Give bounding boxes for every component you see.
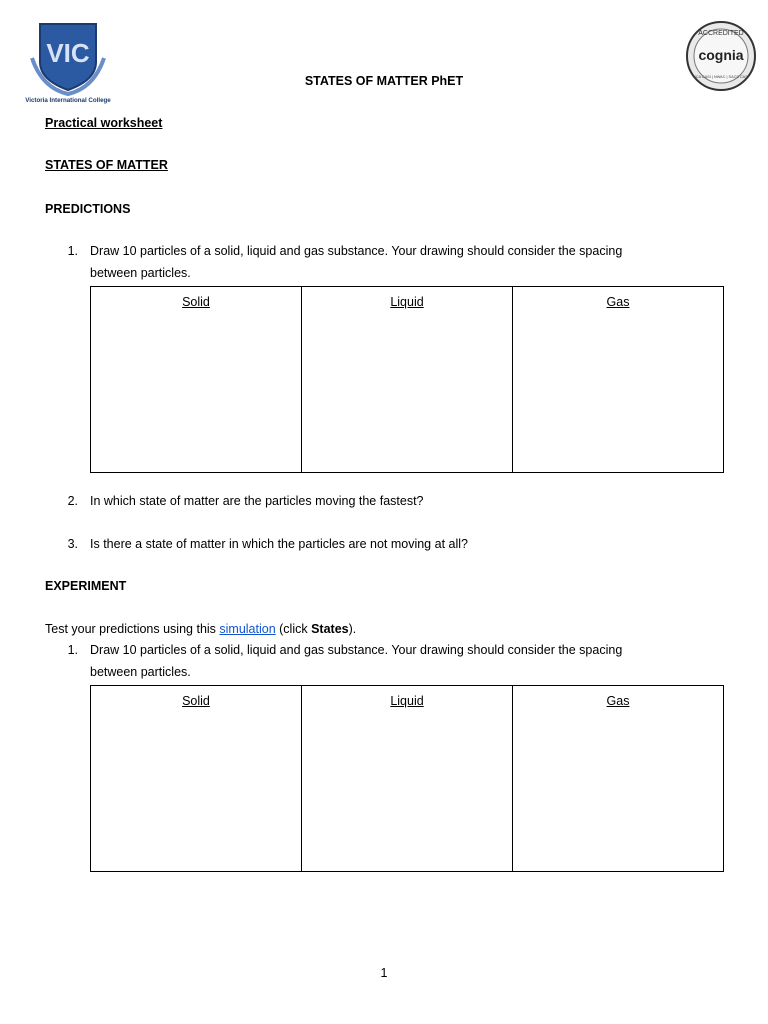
prediction-q1-line2: between particles. <box>90 266 191 280</box>
prediction-q1-number: 1. <box>67 244 78 258</box>
experiment-drawing-table <box>90 685 724 872</box>
svg-text:VIC: VIC <box>46 38 90 68</box>
college-logo <box>22 18 114 104</box>
experiment-liquid-cell[interactable] <box>302 686 513 872</box>
experiment-intro: Test your predictions using this simulation (click States). <box>45 622 357 636</box>
prediction-liquid-cell[interactable] <box>302 287 513 473</box>
simulation-link[interactable]: simulation <box>219 622 276 636</box>
states-of-matter-heading: STATES OF MATTER <box>45 158 168 172</box>
prediction-q1-line1: Draw 10 particles of a solid, liquid and gas substance. Your drawing should consider the spacing <box>90 244 623 258</box>
experiment-q1-line2: between particles. <box>90 665 191 679</box>
prediction-drawing-table <box>90 286 724 473</box>
page-number: 1 <box>380 966 388 980</box>
experiment-q1-number: 1. <box>67 643 78 657</box>
solid-header: Solid <box>182 694 210 708</box>
practical-worksheet-heading: Practical worksheet <box>45 116 163 130</box>
prediction-gas-cell[interactable] <box>513 287 724 473</box>
cognia-accreditation-seal <box>685 8 757 104</box>
prediction-solid-cell[interactable] <box>91 287 302 473</box>
solid-header: Solid <box>182 295 210 309</box>
predictions-heading: PREDICTIONS <box>45 202 131 216</box>
svg-text:ACCREDITED: ACCREDITED <box>698 30 744 37</box>
svg-text:cognia: cognia <box>698 47 744 63</box>
prediction-q3-text: Is there a state of matter in which the particles are not moving at all? <box>90 537 468 551</box>
prediction-q2-text: In which state of matter are the particles moving the fastest? <box>90 494 424 508</box>
gas-header: Gas <box>606 694 630 708</box>
svg-text:Victoria International College: Victoria International College <box>25 97 111 104</box>
experiment-heading: EXPERIMENT <box>45 579 127 593</box>
prediction-q2-number: 2. <box>67 494 78 508</box>
liquid-header: Liquid <box>390 295 424 309</box>
experiment-q1-line1: Draw 10 particles of a solid, liquid and gas substance. Your drawing should consider the spacing <box>90 643 623 657</box>
gas-header: Gas <box>606 295 630 309</box>
worksheet-title: STATES OF MATTER PhET <box>304 74 464 88</box>
experiment-gas-cell[interactable] <box>513 686 724 872</box>
svg-text:NCA CASI | NWAC | SACS CASI: NCA CASI | NWAC | SACS CASI <box>693 75 749 79</box>
prediction-q3-number: 3. <box>67 537 78 551</box>
experiment-solid-cell[interactable] <box>91 686 302 872</box>
liquid-header: Liquid <box>390 694 424 708</box>
